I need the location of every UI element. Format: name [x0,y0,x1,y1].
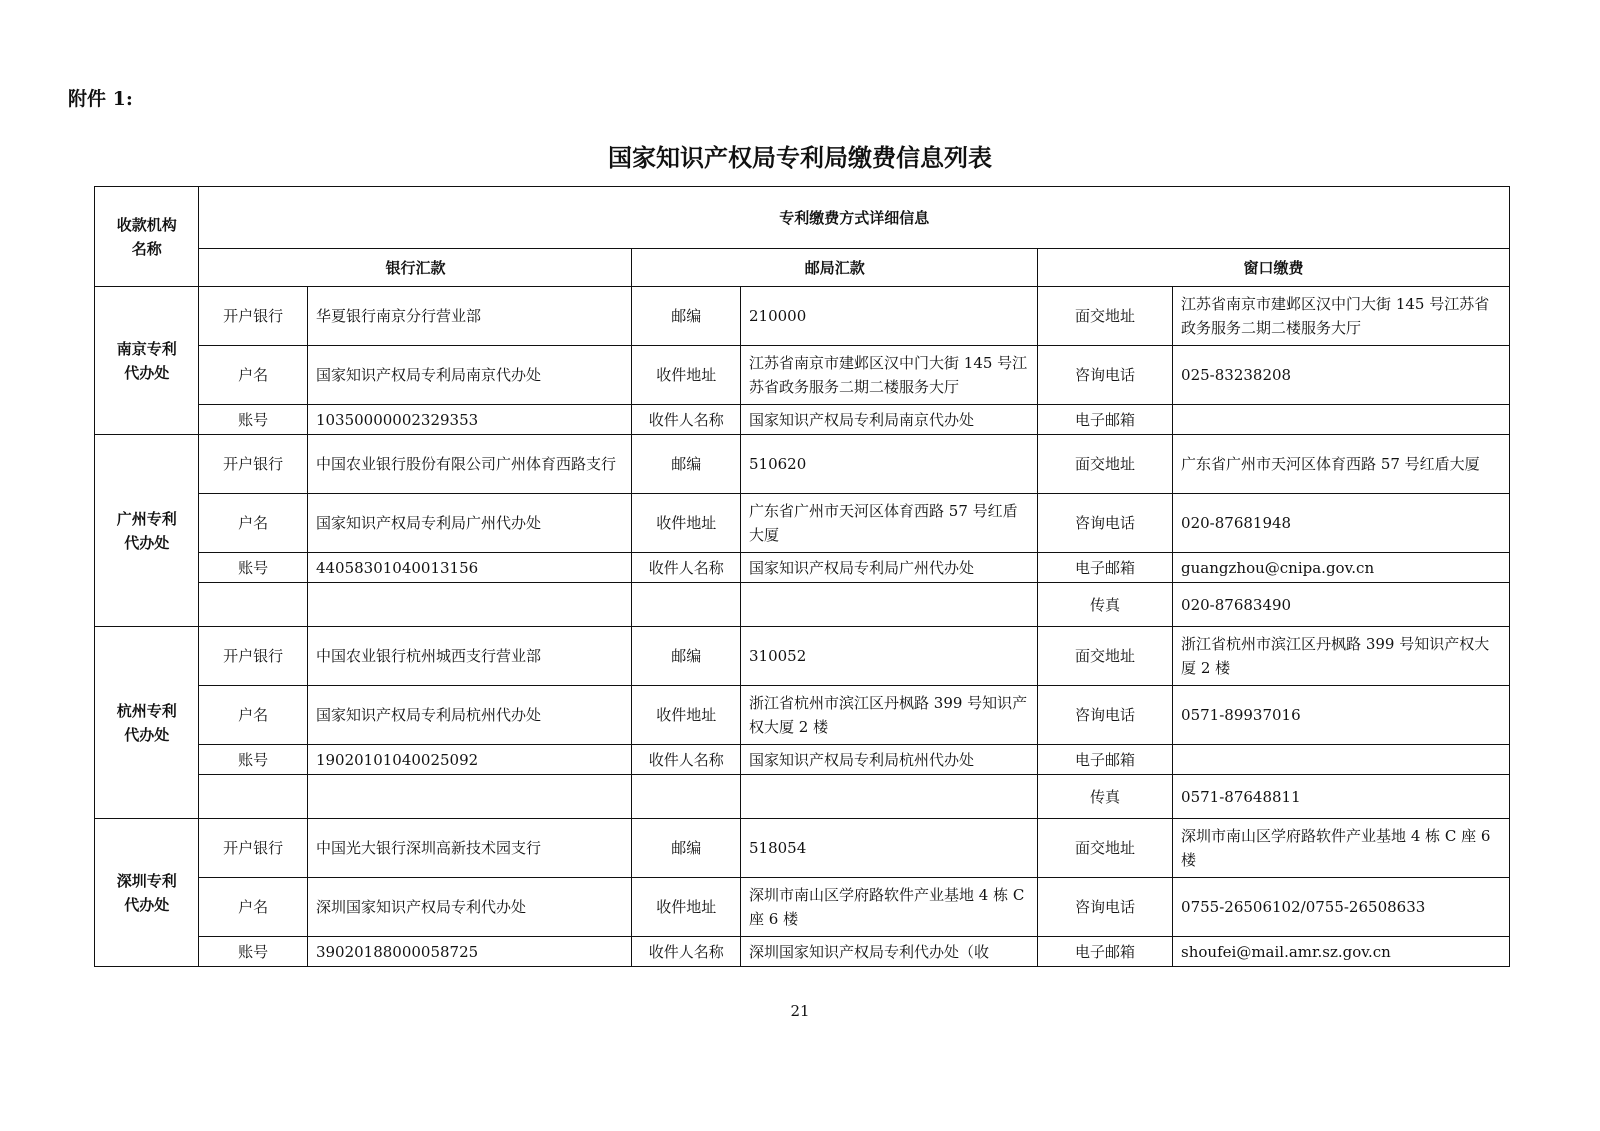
office-name-line2: 代办处 [124,895,170,914]
label-mail-address: 收件地址 [632,878,741,937]
label-email: 电子邮箱 [1037,553,1172,583]
mail-address-value: 广东省广州市天河区体育西路 57 号红盾大厦 [741,494,1038,553]
label-account-no: 账号 [199,745,308,775]
recipient-value: 深圳国家知识产权局专利代办处（收 [741,937,1038,967]
label-visit-address: 面交地址 [1037,287,1172,346]
label-phone: 咨询电话 [1037,878,1172,937]
label-account-name: 户名 [199,346,308,405]
email-value [1173,405,1510,435]
phone-value: 0571-89937016 [1173,686,1510,745]
account-name-value: 国家知识产权局专利局杭州代办处 [307,686,632,745]
visit-address-value: 广东省广州市天河区体育西路 57 号红盾大厦 [1173,435,1510,494]
label-bank-name: 开户银行 [199,435,308,494]
fax-value: 0571-87648811 [1173,775,1510,819]
mail-address-value: 深圳市南山区学府路软件产业基地 4 栋 C 座 6 楼 [741,878,1038,937]
empty-cell [741,583,1038,627]
recipient-value: 国家知识产权局专利局杭州代办处 [741,745,1038,775]
header-row-2 [95,249,1510,287]
mail-address-value: 浙江省杭州市滨江区丹枫路 399 号知识产权大厦 2 楼 [741,686,1038,745]
office-name-guangzhou [95,435,199,627]
visit-address-value: 江苏省南京市建邺区汉中门大街 145 号江苏省政务服务二期二楼服务大厅 [1173,287,1510,346]
label-email: 电子邮箱 [1037,937,1172,967]
office-name-nanjing [95,287,199,435]
label-fax: 传真 [1037,775,1172,819]
label-visit-address: 面交地址 [1037,819,1172,878]
table-row [95,627,1510,686]
header-row-1 [95,187,1510,249]
label-mail-address: 收件地址 [632,494,741,553]
label-bank-name: 开户银行 [199,287,308,346]
label-account-no: 账号 [199,553,308,583]
empty-cell [307,775,632,819]
label-postcode: 邮编 [632,435,741,494]
postcode-value: 210000 [741,287,1038,346]
office-name-line1: 杭州专利 [116,701,177,720]
table-row [95,878,1510,937]
office-name-line2: 代办处 [124,725,170,744]
label-postcode: 邮编 [632,819,741,878]
bank-transfer-header: 银行汇款 [199,249,632,287]
office-name-line1: 广州专利 [116,509,177,528]
account-no-value: 19020101040025092 [307,745,632,775]
label-mail-address: 收件地址 [632,686,741,745]
office-name-line1: 深圳专利 [116,871,177,890]
bank-name-value: 中国农业银行杭州城西支行营业部 [307,627,632,686]
window-payment-header: 窗口缴费 [1037,249,1509,287]
post-transfer-header: 邮局汇款 [632,249,1037,287]
table-row [95,583,1510,627]
label-recipient: 收件人名称 [632,405,741,435]
email-value: shoufei@mail.amr.sz.gov.cn [1173,937,1510,967]
account-name-value: 国家知识产权局专利局广州代办处 [307,494,632,553]
table-row [95,686,1510,745]
mail-address-value: 江苏省南京市建邺区汉中门大街 145 号江苏省政务服务二期二楼服务大厅 [741,346,1038,405]
label-postcode: 邮编 [632,627,741,686]
table-row [95,553,1510,583]
table-row [95,937,1510,967]
office-name-line2: 代办处 [124,363,170,382]
table-row [95,287,1510,346]
empty-cell [741,775,1038,819]
institution-header [95,187,199,287]
label-account-name: 户名 [199,686,308,745]
visit-address-value: 深圳市南山区学府路软件产业基地 4 栋 C 座 6 楼 [1173,819,1510,878]
label-visit-address: 面交地址 [1037,627,1172,686]
label-recipient: 收件人名称 [632,745,741,775]
label-account-no: 账号 [199,937,308,967]
institution-header-line2: 名称 [131,239,162,258]
postcode-value: 518054 [741,819,1038,878]
label-visit-address: 面交地址 [1037,435,1172,494]
phone-value: 0755-26506102/0755-26508633 [1173,878,1510,937]
table-row [95,405,1510,435]
fee-info-table [94,186,1510,967]
email-value: guangzhou@cnipa.gov.cn [1173,553,1510,583]
office-name-hangzhou [95,627,199,819]
label-account-name: 户名 [199,878,308,937]
detail-header: 专利缴费方式详细信息 [199,187,1510,249]
visit-address-value: 浙江省杭州市滨江区丹枫路 399 号知识产权大厦 2 楼 [1173,627,1510,686]
account-no-value: 39020188000058725 [307,937,632,967]
phone-value: 025-83238208 [1173,346,1510,405]
table-row [95,435,1510,494]
label-bank-name: 开户银行 [199,819,308,878]
account-name-value: 深圳国家知识产权局专利代办处 [307,878,632,937]
office-name-line2: 代办处 [124,533,170,552]
table-row [95,494,1510,553]
label-fax: 传真 [1037,583,1172,627]
label-postcode: 邮编 [632,287,741,346]
account-no-value: 44058301040013156 [307,553,632,583]
label-bank-name: 开户银行 [199,627,308,686]
table-row [95,775,1510,819]
label-account-no: 账号 [199,405,308,435]
attachment-label: 附件 1: [68,88,133,110]
fax-value: 020-87683490 [1173,583,1510,627]
recipient-value: 国家知识产权局专利局南京代办处 [741,405,1038,435]
label-phone: 咨询电话 [1037,686,1172,745]
empty-cell [632,775,741,819]
label-phone: 咨询电话 [1037,494,1172,553]
label-email: 电子邮箱 [1037,745,1172,775]
label-phone: 咨询电话 [1037,346,1172,405]
table-row [95,745,1510,775]
recipient-value: 国家知识产权局专利局广州代办处 [741,553,1038,583]
empty-cell [199,583,308,627]
label-account-name: 户名 [199,494,308,553]
label-mail-address: 收件地址 [632,346,741,405]
postcode-value: 310052 [741,627,1038,686]
account-name-value: 国家知识产权局专利局南京代办处 [307,346,632,405]
account-no-value: 10350000002329353 [307,405,632,435]
label-recipient: 收件人名称 [632,553,741,583]
phone-value: 020-87681948 [1173,494,1510,553]
empty-cell [632,583,741,627]
label-recipient: 收件人名称 [632,937,741,967]
table-row [95,346,1510,405]
institution-header-line1: 收款机构 [116,215,177,234]
page-title: 国家知识产权局专利局缴费信息列表 [608,144,992,172]
label-email: 电子邮箱 [1037,405,1172,435]
office-name-shenzhen [95,819,199,967]
email-value [1173,745,1510,775]
bank-name-value: 中国光大银行深圳高新技术园支行 [307,819,632,878]
empty-cell [199,775,308,819]
table-row [95,819,1510,878]
office-name-line1: 南京专利 [116,339,177,358]
postcode-value: 510620 [741,435,1038,494]
bank-name-value: 中国农业银行股份有限公司广州体育西路支行 [307,435,632,494]
bank-name-value: 华夏银行南京分行营业部 [307,287,632,346]
empty-cell [307,583,632,627]
page-number: 21 [790,1002,810,1020]
